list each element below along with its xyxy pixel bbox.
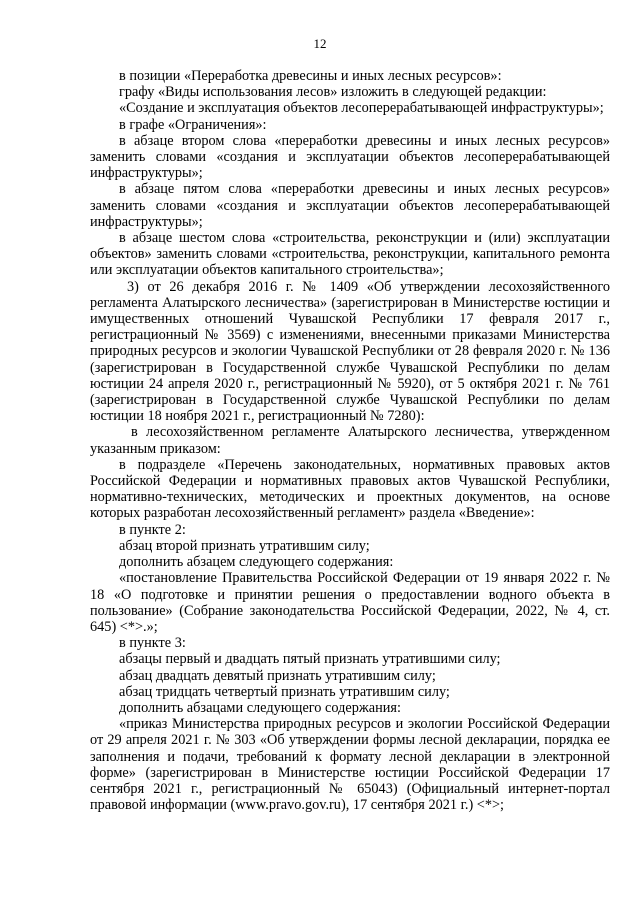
paragraph: в абзаце пятом слова «переработки древесины и иных лесных ресурсов» заменить словами «создания и эксплуатации объектов лесоперерабатывающей инфраструктуры»;	[90, 181, 610, 230]
paragraph: в абзаце шестом слова «строительства, реконструкции и (или) эксплуатации объектов» заменить словами «строительства, реконструкции, капитального ремонта или эксплуатации объектов капитального строительства»;	[90, 230, 610, 279]
paragraph: абзац тридцать четвертый признать утратившим силу;	[119, 683, 450, 700]
page-number: 12	[313, 36, 327, 51]
paragraph: в лесохозяйственном регламенте Алатырского лесничества, утвержденном указанным приказом:	[90, 424, 610, 457]
paragraph: в графе «Ограничения»:	[119, 116, 267, 133]
paragraph: в позиции «Переработка древесины и иных лесных ресурсов»:	[119, 68, 502, 84]
paragraph: 3) от 26 декабря 2016 г. № 1409 «Об утверждении лесохозяйственного регламента Алатырского лесничества» (зарегистрирован в Министерстве юстиции и имущественных отношений Чувашской Республики 17 февраля 2017 г., регистрационный № 3569) с изменениями, внесенными приказами Министерства природных ресурсов и экологии Чувашской Республики от 28 февраля 2020 г. № 136 (зарегистрирован в Государственной службе Чувашской Республики по делам юстиции 24 апреля 2020 г., регистрационный № 5920), от 5 октября 2021 г. № 761 (зарегистрирован в Государственной службе Чувашской Республики по делам юстиции 18 ноября 2021 г., регистрационный № 7280):	[90, 278, 610, 425]
document-body	[90, 68, 610, 813]
paragraph: дополнить абзацем следующего содержания:	[119, 554, 394, 571]
paragraph: в пункте 3:	[119, 635, 186, 652]
paragraph: абзацы первый и двадцать пятый признать утратившими силу;	[119, 651, 501, 668]
paragraph: абзац двадцать девятый признать утратившим силу;	[119, 667, 436, 684]
paragraph: в подразделе «Перечень законодательных, нормативных правовых актов Российской Федерации и нормативных правовых актов Чувашской Республики, нормативно-технических, методических и проектных документов, на основе которых разработан лесохозяйственный регламент» раздела «Введение»:	[90, 456, 610, 522]
paragraph: дополнить абзацами следующего содержания:	[119, 699, 401, 716]
paragraph: «Создание и эксплуатация объектов лесоперерабатывающей инфраструктуры»;	[119, 100, 604, 117]
paragraph: графу «Виды использования лесов» изложить в следующей редакции:	[119, 84, 547, 101]
paragraph: в абзаце втором слова «переработки древесины и иных лесных ресурсов» заменить словами «создания и эксплуатации объектов лесоперерабатывающей инфраструктуры»;	[90, 132, 610, 182]
paragraph: абзац второй признать утратившим силу;	[119, 537, 370, 554]
paragraph: «постановление Правительства Российской Федерации от 19 января 2022 г. № 18 «О подготовке и принятии решения о предоставлении водного объекта в пользование» (Собрание законодательства Российской Федерации, 2022, № 4, ст. 645) <*>.»;	[90, 570, 610, 635]
paragraph: «приказ Министерства природных ресурсов и экологии Российской Федерации от 29 апреля 2021 г. № 303 «Об утверждении формы лесной декларации, порядка ее заполнения и подачи, требований к формату лесной декларации в электронной форме» (зарегистрирован в Министерстве юстиции Российской Федерации 17 сентября 2021 г., регистрационный № 65043) (Официальный интернет-портал правовой информации (www.pravo.gov.ru), 17 сентября 2021 г.) <*>;	[90, 716, 610, 814]
paragraph: в пункте 2:	[119, 521, 186, 538]
